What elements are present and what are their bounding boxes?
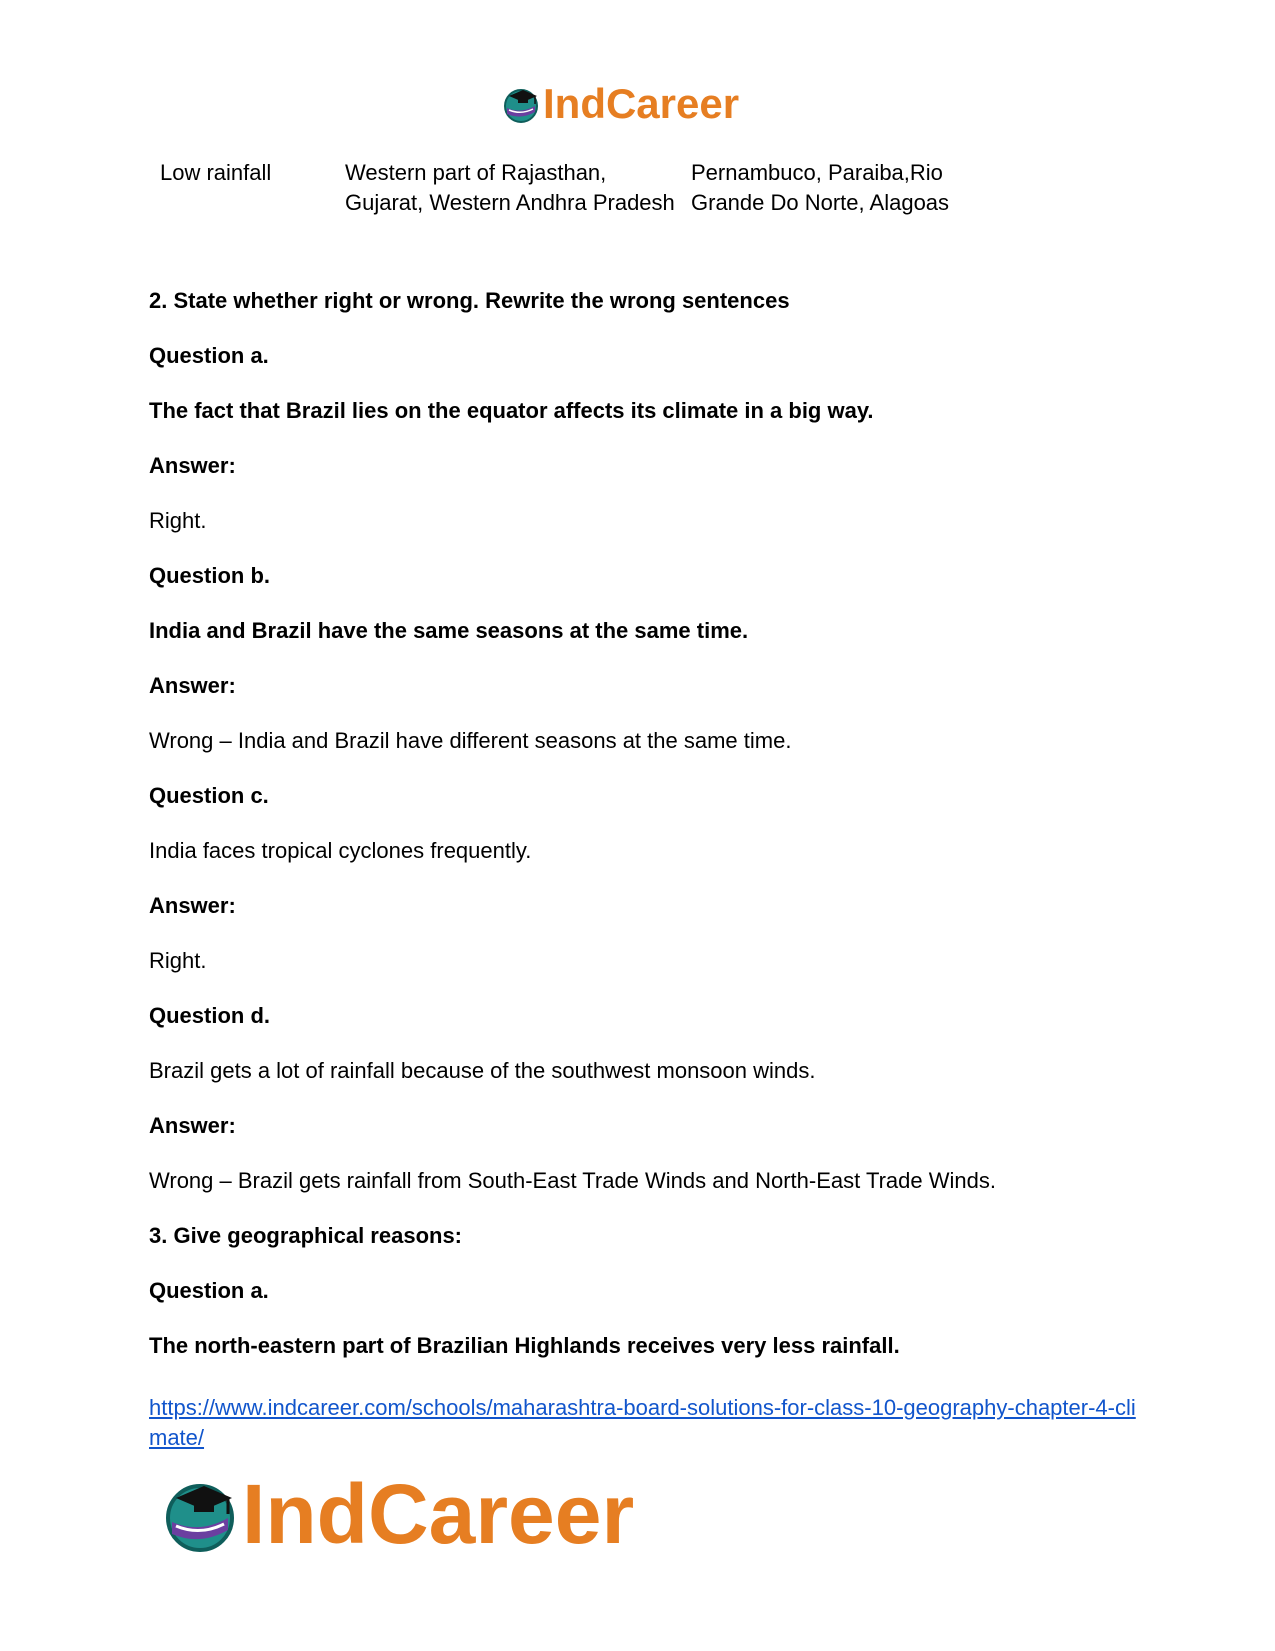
content-line: The north-eastern part of Brazilian Highlands receives very less rainfall. <box>149 1333 900 1358</box>
content-line: Right. <box>149 508 207 533</box>
table-cell-brazil-regions: Pernambuco, Paraiba,Rio Grande Do Norte, Alagoas <box>691 160 950 215</box>
table-cell-india-regions: Western part of Rajasthan, Gujarat, Western Andhra Pradesh <box>345 160 675 215</box>
content-line: Question c. <box>149 783 269 808</box>
footer-logo <box>160 1468 634 1560</box>
content-line: Answer: <box>149 453 236 478</box>
content-line: Wrong – India and Brazil have different seasons at the same time. <box>149 728 792 753</box>
content-line: Wrong – Brazil gets rainfall from South-East Trade Winds and North-East Trade Winds. <box>149 1168 996 1193</box>
header-logo <box>501 80 739 128</box>
graduation-book-globe-icon <box>501 84 541 124</box>
content-line: Brazil gets a lot of rainfall because of the southwest monsoon winds. <box>149 1058 816 1083</box>
content-line: Answer: <box>149 1113 236 1138</box>
graduation-book-globe-icon <box>160 1474 240 1554</box>
content-line: India faces tropical cyclones frequently. <box>149 838 532 863</box>
content-line: Answer: <box>149 673 236 698</box>
content-line: 2. State whether right or wrong. Rewrite the wrong sentences <box>149 288 790 313</box>
content-line: Question a. <box>149 1278 269 1303</box>
content-line: Question d. <box>149 1003 270 1028</box>
brand-name: IndCareer <box>242 1467 635 1561</box>
content-line: Answer: <box>149 893 236 918</box>
content-line: The fact that Brazil lies on the equator affects its climate in a big way. <box>149 398 874 423</box>
table-cell-rainfall-type: Low rainfall <box>160 160 272 185</box>
content-line: Question a. <box>149 343 269 368</box>
content-line: Right. <box>149 948 207 973</box>
brand-name: IndCareer <box>543 80 740 127</box>
content-line: India and Brazil have the same seasons at the same time. <box>149 618 749 643</box>
content-line: Question b. <box>149 563 270 588</box>
source-link[interactable]: https://www.indcareer.com/schools/maharashtra-board-solutions-for-class-10-geography-chapter-4-climate/ <box>149 1395 1136 1450</box>
content-line: 3. Give geographical reasons: <box>149 1223 463 1248</box>
